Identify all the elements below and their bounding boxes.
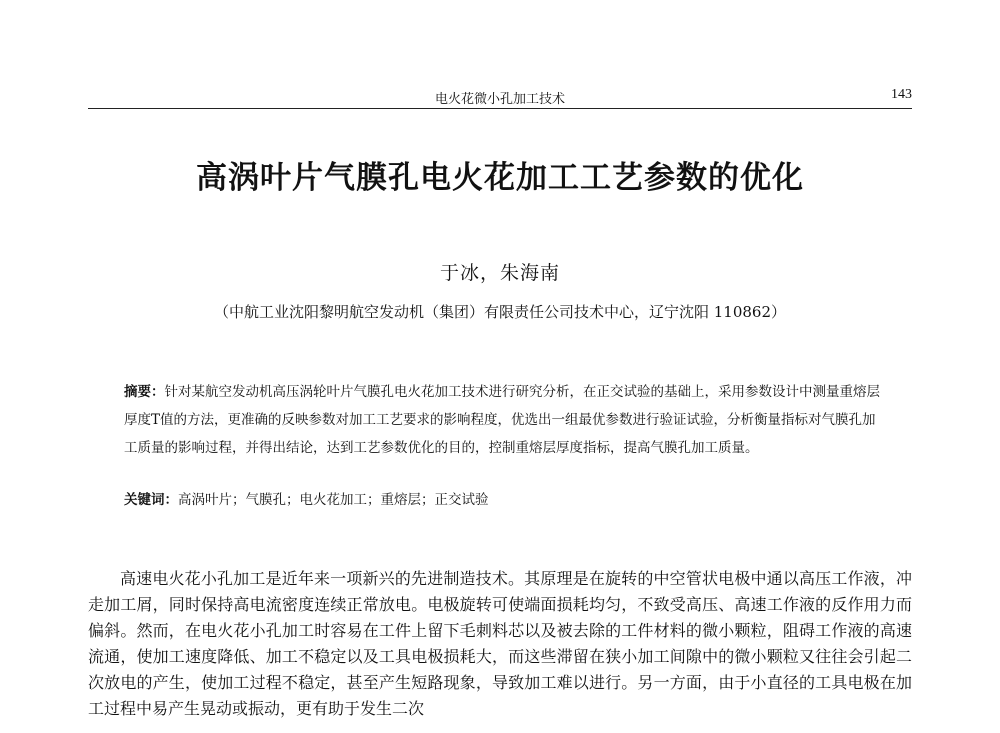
keywords bbox=[124, 486, 880, 514]
keywords-label: 关键词： bbox=[124, 492, 178, 508]
body-paragraph: 高速电火花小孔加工是近年来一项新兴的先进制造技术。其原理是在旋转的中空管状电极中通以高压工作液，冲走加工屑，同时保持高电流密度连续正常放电。电极旋转可使端面损耗均匀，不致受高压、高速工作液的反作用力而偏斜。然而，在电火花小孔加工时容易在工件上留下毛刺料芯以及被去除的工件材料的微小颗粒，阻碍工作液的高速流通，使加工速度降低、加工不稳定以及工具电极损耗大，而这些滞留在狭小加工间隙中的微小颗粒又往往会引起二次放电的产生，使加工过程不稳定，甚至产生短路现象，导致加工难以进行。另一方面，由于小直径的工具电极在加工过程中易产生晃动或振动，更有助于发生二次 bbox=[88, 569, 912, 718]
running-head bbox=[88, 86, 912, 109]
affiliation: （中航工业沈阳黎明航空发动机（集团）有限责任公司技术中心，辽宁沈阳 110862） bbox=[213, 303, 787, 321]
page-number: 143 bbox=[891, 87, 912, 102]
authors: 于冰，朱海南 bbox=[439, 262, 560, 284]
paper-title: 高涡叶片气膜孔电火花加工工艺参数的优化 bbox=[196, 160, 804, 196]
abstract-text: 针对某航空发动机高压涡轮叶片气膜孔电火花加工技术进行研究分析，在正交试验的基础上，采用参数设计中测量重熔层厚度T值的方法，更准确的反映参数对加工工艺要求的影响程度，优选出一组最优参数进行验证试验，分析衡量指标对气膜孔加工质量的影响过程，并得出结论，达到工艺参数优化的目的，控制重熔层厚度指标，提高气膜孔加工质量。 bbox=[124, 384, 880, 456]
keywords-text: 高涡叶片；气膜孔；电火花加工；重熔层；正交试验 bbox=[178, 492, 489, 508]
abstract bbox=[124, 378, 880, 462]
journal-section-title: 电火花微小孔加工技术 bbox=[434, 92, 565, 107]
abstract-label: 摘要： bbox=[124, 384, 165, 400]
body-text bbox=[88, 566, 912, 722]
